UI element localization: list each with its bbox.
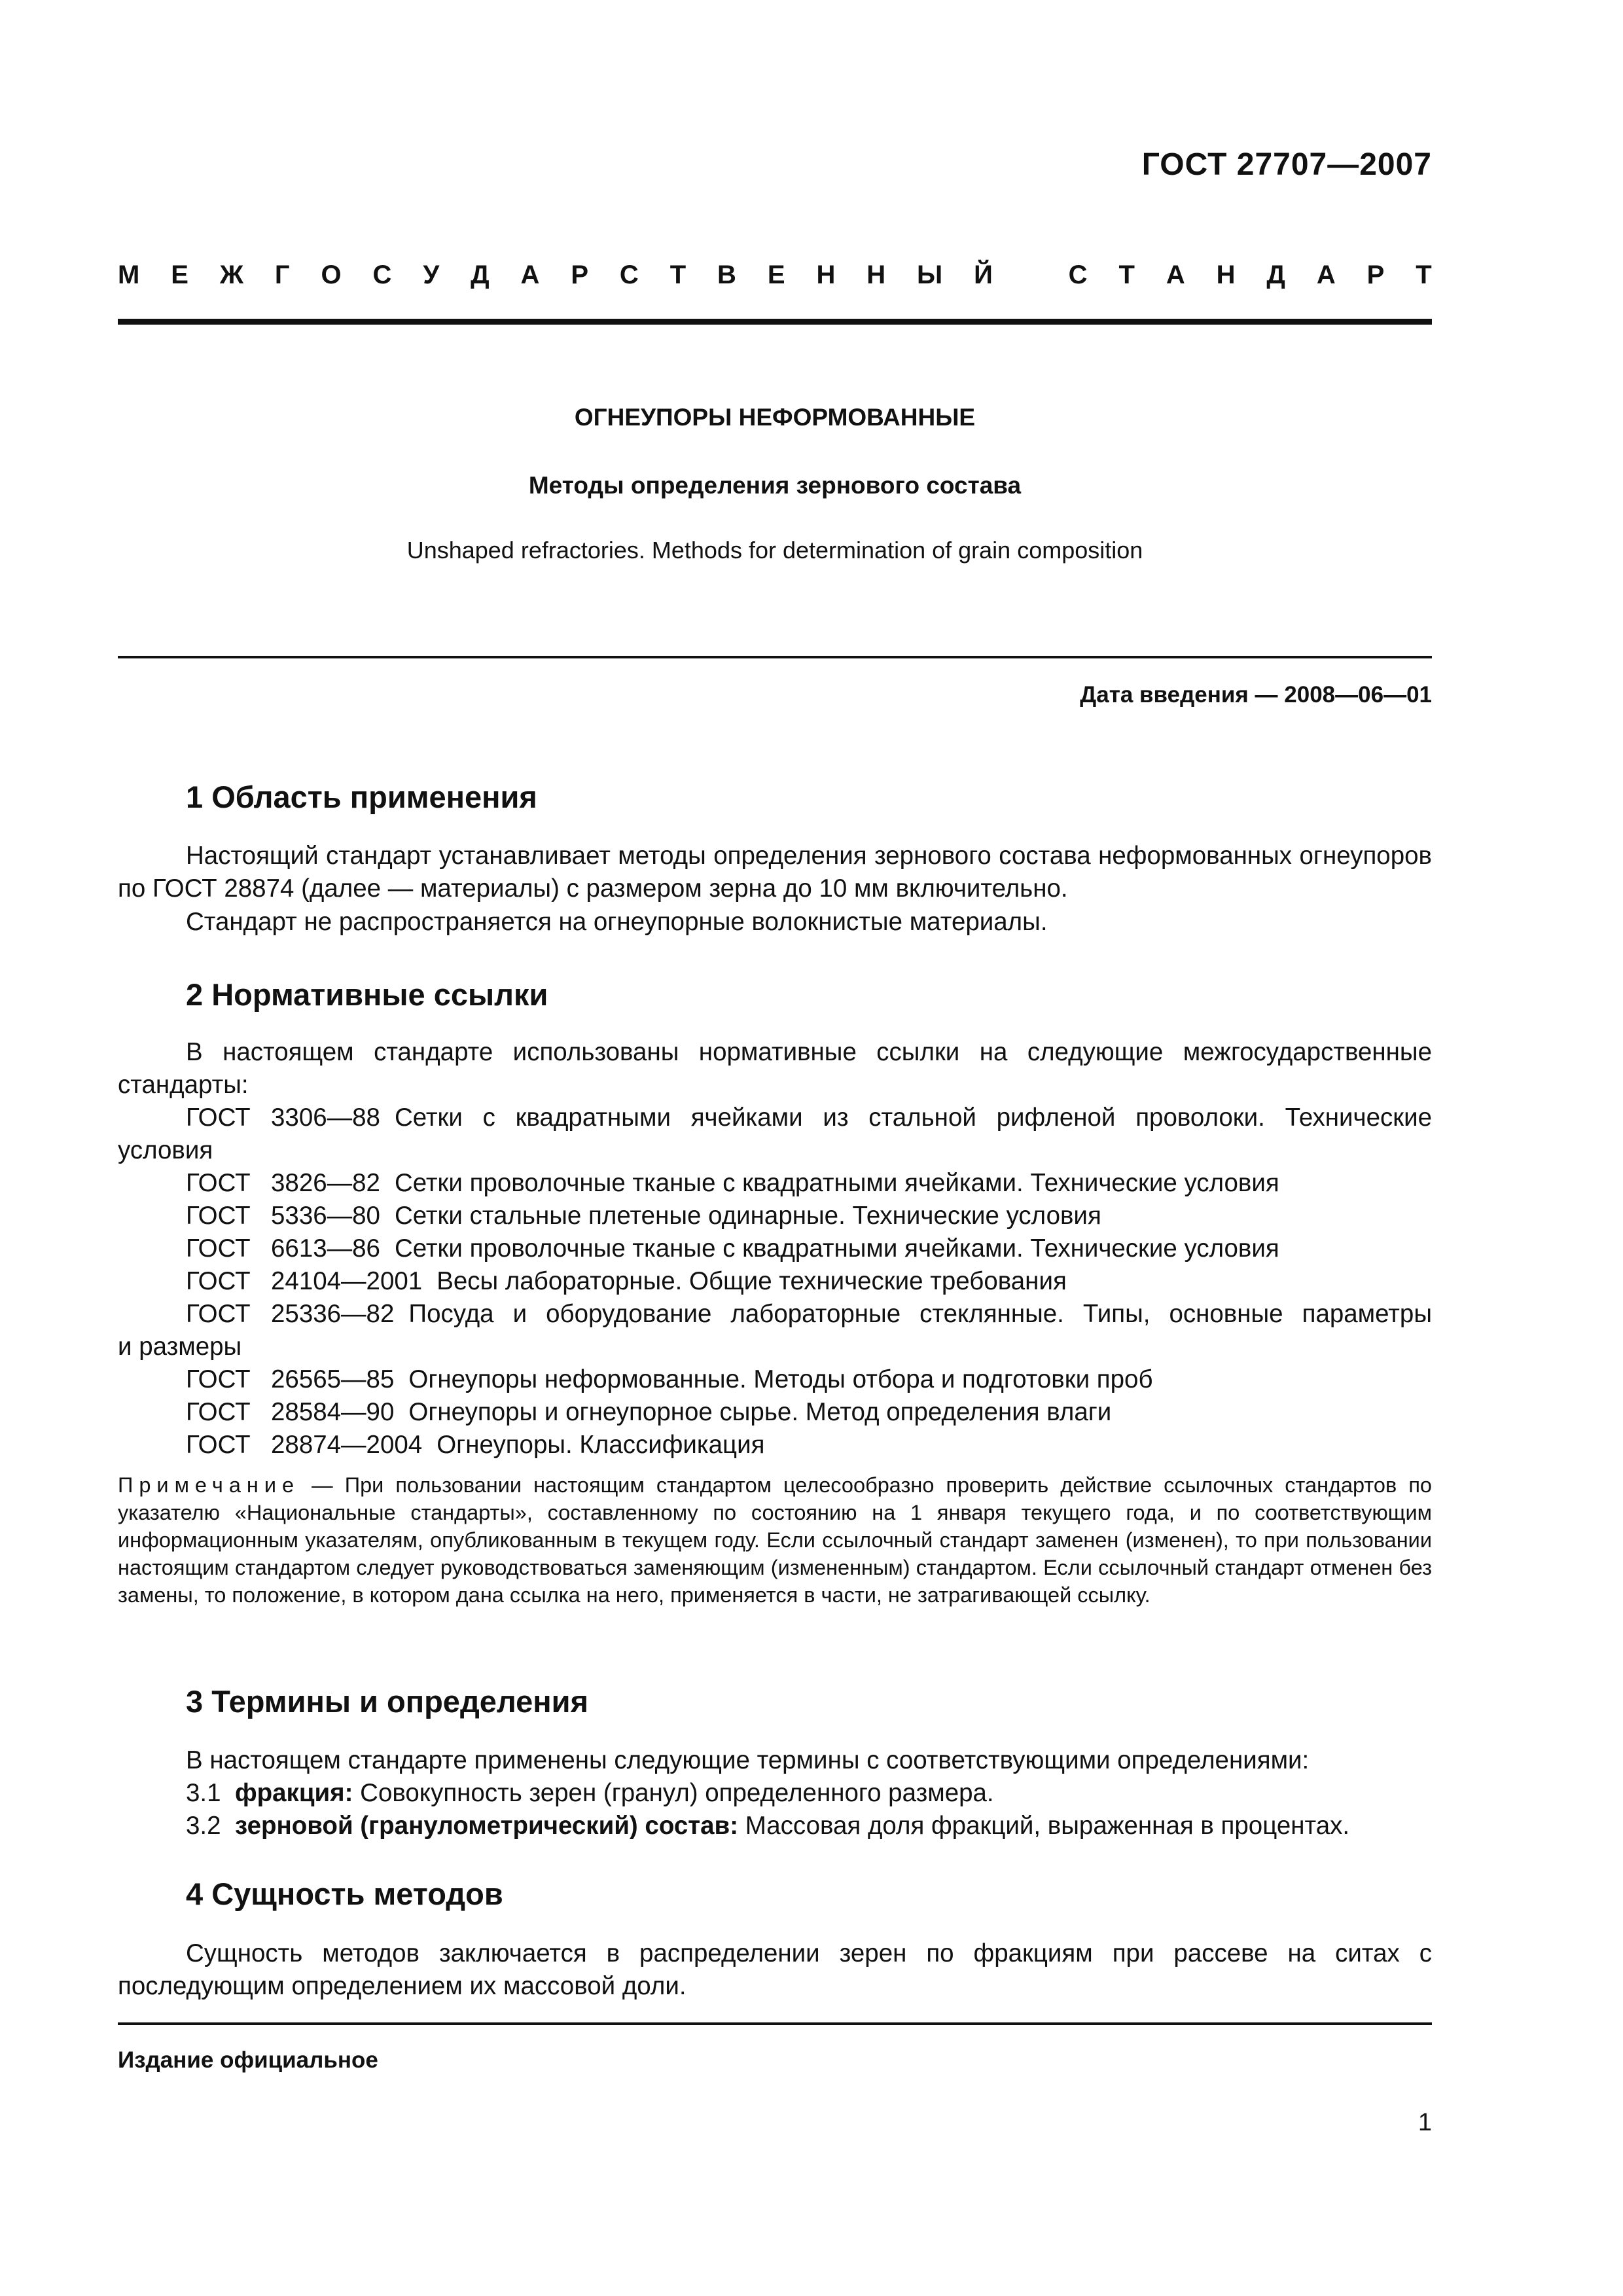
reference-item [118, 1167, 1432, 1200]
ref-code: 28874—2004 [271, 1431, 423, 1459]
edition-label: Издание официальное [118, 2047, 378, 2073]
section-3-heading: 3 Термины и определения [186, 1684, 588, 1719]
term-item [186, 1777, 1432, 1810]
banner-letter: А [1316, 260, 1336, 289]
footer-rule [118, 2022, 1432, 2025]
term-definition: Совокупность зерен (гранул) определенного размера. [353, 1779, 994, 1807]
ref-code: 24104—2001 [271, 1267, 423, 1295]
reference-item [118, 1363, 1432, 1396]
title-rule [118, 656, 1432, 658]
banner-letter: Г [274, 260, 290, 289]
note-paragraph [118, 1471, 1432, 1609]
ref-gost: ГОСТ [186, 1431, 251, 1459]
banner-letter: Е [767, 260, 785, 289]
reference-item [118, 1102, 1432, 1167]
ref-title: Посуда и оборудование лабораторные стеклянные. Типы, основные параметры [408, 1300, 1432, 1328]
ref-code: 5336—80 [271, 1202, 380, 1230]
term-name: фракция: [234, 1779, 353, 1807]
ref-code: 3306—88 [271, 1103, 380, 1132]
banner-letter: С [372, 260, 392, 289]
ref-title: Огнеупоры. Классификация [437, 1431, 765, 1459]
ref-title: Сетки проволочные тканые с квадратными ячейками. Технические условия [394, 1234, 1279, 1263]
banner-letter: Н [816, 260, 836, 289]
section-2-paragraph-1: В настоящем стандарте использованы нормативные ссылки на следующие межгосударственные стандарты: [118, 1038, 1432, 1099]
term-name: зерновой (гранулометрический) состав: [234, 1812, 739, 1840]
english-title: Unshaped refractories. Methods for determination of grain composition [406, 537, 1143, 564]
section-4-paragraph-1: Сущность методов заключается в распределении зерен по фракциям при рассеве на ситах с последующим определением их массовой доли. [118, 1939, 1432, 2000]
ref-title-continued: и размеры [118, 1333, 242, 1361]
reference-item [118, 1232, 1432, 1265]
document-subtitle: Методы определения зернового состава [528, 472, 1022, 499]
ref-gost: ГОСТ [186, 1103, 251, 1132]
ref-gost: ГОСТ [186, 1234, 251, 1263]
section-4-heading: 4 Сущность методов [186, 1876, 503, 1911]
ref-code: 25336—82 [271, 1300, 395, 1328]
ref-code: 3826—82 [271, 1169, 380, 1197]
section-3-paragraph-1: В настоящем стандарте применены следующие термины с соответствующими определениями: [186, 1746, 1310, 1774]
section-1-heading: 1 Область применения [186, 780, 537, 814]
banner-letter: Т [1416, 260, 1432, 289]
banner-letter: С [1068, 260, 1088, 289]
page-number: 1 [1418, 2109, 1432, 2136]
banner-letter: М [118, 260, 140, 289]
ref-title: Огнеупоры неформованные. Методы отбора и подготовки проб [408, 1365, 1153, 1393]
banner-letter: А [520, 260, 540, 289]
banner-letter: В [717, 260, 736, 289]
banner-letter: Ы [917, 260, 943, 289]
banner-letter: О [321, 260, 342, 289]
banner-letter: Д [1266, 260, 1285, 289]
term-item [186, 1810, 1432, 1842]
note-label: Примечание [118, 1473, 300, 1497]
ref-title: Сетки с квадратными ячейками из стальной рифленой проволоки. Технические [394, 1103, 1432, 1132]
banner-letter: Т [1118, 260, 1135, 289]
term-number: 3.1 [186, 1779, 221, 1807]
document-id: ГОСТ 27707—2007 [1141, 147, 1432, 182]
section-1-paragraph-1: Настоящий стандарт устанавливает методы определения зернового состава неформованных огнеупоров по ГОСТ 28874 (далее — материалы) с размером зерна до 10 мм включительно. [118, 842, 1432, 903]
banner-letter [1024, 260, 1037, 290]
standard-banner [118, 260, 1432, 290]
section-1-paragraph-2: Стандарт не распространяется на огнеупорные волокнистые материалы. [186, 908, 1048, 936]
banner-letter: Н [1216, 260, 1236, 289]
note-text: — При пользовании настоящим стандартом целесообразно проверить действие ссылочных стандартов по указателю «Национальные стандарты», составленному по состоянию на 1 января текущего года, и по соответствующим информационным указателям, опубликованным в текущем году. Если ссылочный стандарт заменен (изменен), то при пользовании настоящим стандартом следует руководствоваться заменяющим (измененным) стандартом. Если ссылочный стандарт отменен без замены, то положение, в котором дана ссылка на него, применяется в части, не затрагивающей ссылку. [118, 1473, 1432, 1607]
ref-gost: ГОСТ [186, 1169, 251, 1197]
ref-code: 28584—90 [271, 1398, 395, 1426]
banner-letter: Ж [219, 260, 243, 289]
reference-item [118, 1298, 1432, 1363]
banner-letter: Р [1366, 260, 1385, 289]
reference-item [118, 1265, 1432, 1298]
banner-letter: Д [471, 260, 490, 289]
reference-item [118, 1396, 1432, 1429]
banner-letter: Й [974, 260, 993, 289]
ref-gost: ГОСТ [186, 1267, 251, 1295]
document-title: ОГНЕУПОРЫ НЕФОРМОВАННЫЕ [574, 404, 976, 431]
ref-code: 6613—86 [271, 1234, 380, 1263]
ref-title-continued: условия [118, 1136, 213, 1164]
ref-code: 26565—85 [271, 1365, 395, 1393]
section-2-heading: 2 Нормативные ссылки [186, 977, 548, 1012]
banner-letter: Е [171, 260, 188, 289]
ref-gost: ГОСТ [186, 1398, 251, 1426]
ref-title: Огнеупоры и огнеупорное сырье. Метод определения влаги [408, 1398, 1112, 1426]
banner-letter: Т [669, 260, 687, 289]
reference-item [118, 1200, 1432, 1232]
ref-gost: ГОСТ [186, 1300, 251, 1328]
term-definition: Массовая доля фракций, выраженная в процентах. [738, 1812, 1350, 1840]
ref-gost: ГОСТ [186, 1365, 251, 1393]
ref-title: Весы лабораторные. Общие технические требования [437, 1267, 1067, 1295]
ref-title: Сетки проволочные тканые с квадратными ячейками. Технические условия [394, 1169, 1279, 1197]
banner-letter: А [1166, 260, 1185, 289]
banner-letter: Р [571, 260, 588, 289]
introduction-date: Дата введения — 2008—06—01 [1080, 682, 1432, 708]
banner-letter: Н [866, 260, 886, 289]
reference-item [118, 1429, 1432, 1462]
header-rule [118, 319, 1432, 325]
ref-title: Сетки стальные плетеные одинарные. Технические условия [394, 1202, 1101, 1230]
banner-letter: У [423, 260, 440, 289]
term-number: 3.2 [186, 1812, 221, 1840]
banner-letter: С [619, 260, 639, 289]
ref-gost: ГОСТ [186, 1202, 251, 1230]
